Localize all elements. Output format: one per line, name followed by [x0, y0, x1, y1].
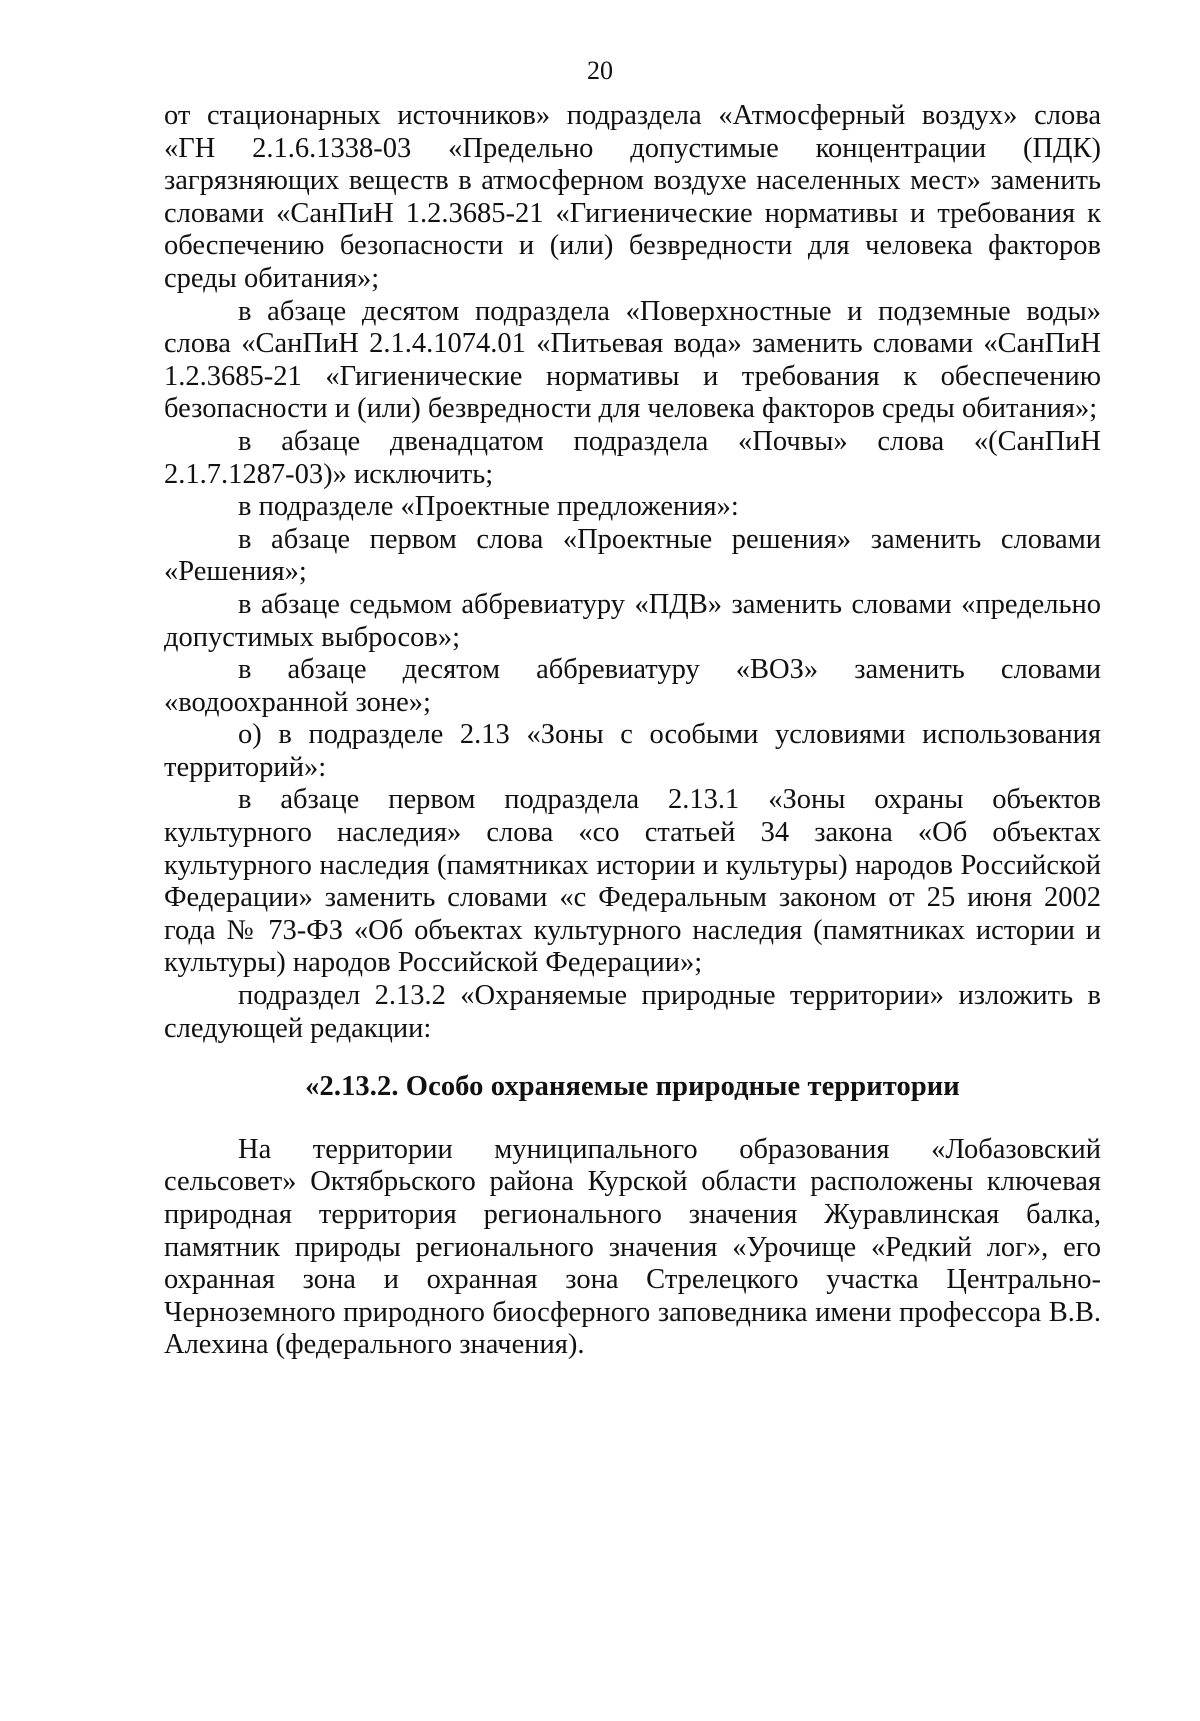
paragraph: в абзаце первом слова «Проектные решения» заменить словами «Решения»;	[164, 523, 1101, 588]
paragraph: в абзаце седьмом аббревиатуру «ПДВ» заменить словами «предельно допустимых выбросов»;	[164, 588, 1101, 653]
paragraph: в абзаце двенадцатом подраздела «Почвы» слова «(СанПиН 2.1.7.1287-03)» исключить;	[164, 425, 1101, 490]
paragraph: в абзаце десятом аббревиатуру «ВОЗ» заменить словами «водоохранной зоне»;	[164, 654, 1101, 718]
paragraph: в подразделе «Проектные предложения»:	[238, 491, 739, 523]
section-heading: «2.13.2. Особо охраняемые природные территории	[305, 1071, 960, 1103]
paragraph: в абзаце первом подраздела 2.13.1 «Зоны охраны объектов культурного наследия» слова «со статьей 34 закона «Об объектах культурного наследия (памятниках истории и культуры) народов Российской Федерации» заменить словами «с Федеральным законом от 25 июня 2002 года № 73-ФЗ «Об объектах культурного наследия (памятниках истории и культуры) народов Российской Федерации»;	[164, 784, 1101, 979]
paragraph: о) в подразделе 2.13 «Зоны с особыми условиями использования территорий»:	[164, 719, 1101, 783]
paragraph: На территории муниципального образования «Лобазовский сельсовет» Октябрьского района Курской области расположены ключевая природная территория регионального значения Журавлинская балка, памятник природы регионального значения «Урочище «Редкий лог», его охранная зона и охранная зона Стрелецкого участка Центрально-Черноземного природного биосферного заповедника имени профессора В.В. Алехина (федерального значения).	[164, 1133, 1101, 1361]
paragraph: подраздел 2.13.2 «Охраняемые природные территории» изложить в следующей редакции:	[164, 980, 1101, 1044]
paragraph: от стационарных источников» подраздела «Атмосферный воздух» слова «ГН 2.1.6.1338-03 «Предельно допустимые концентрации (ПДК) загрязняющих веществ в атмосферном воздухе населенных мест» заменить словами «СанПиН 1.2.3685-21 «Гигиенические нормативы и требования к обеспечению безопасности и (или) безвредности для человека факторов среды обитания»;	[164, 100, 1101, 294]
document-body	[164, 100, 1101, 1362]
paragraph: в абзаце десятом подраздела «Поверхностные и подземные воды» слова «СанПиН 2.1.4.1074.01 «Питьевая вода» заменить словами «СанПиН 1.2.3685-21 «Гигиенические нормативы и требования к обеспечению безопасности и (или) безвредности для человека факторов среды обитания»;	[164, 295, 1101, 425]
page-number: 20	[587, 56, 613, 85]
